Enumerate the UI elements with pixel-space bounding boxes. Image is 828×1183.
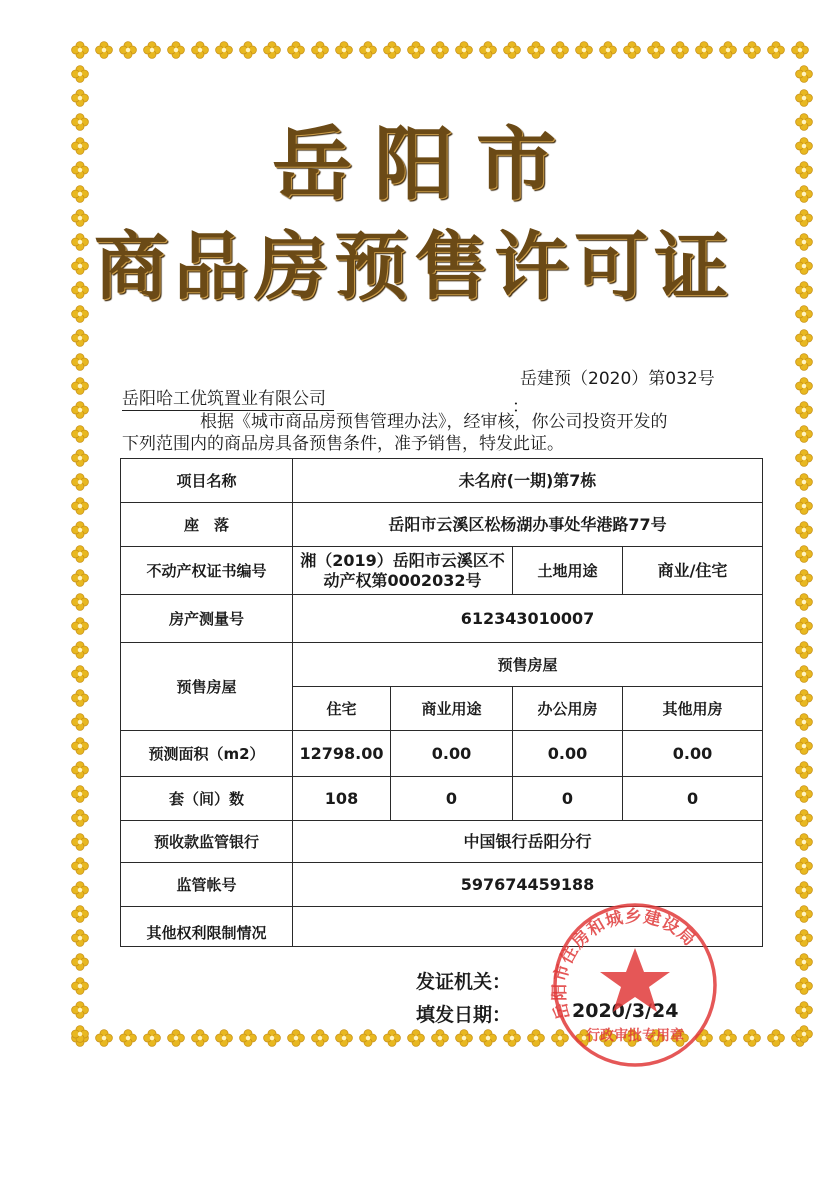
border-clover-icon	[552, 42, 569, 59]
survey-no-label: 房产测量号	[121, 595, 293, 643]
border-clover-icon	[72, 882, 89, 899]
svg-text:岳阳市住房和城乡建设局	[549, 906, 699, 1022]
border-clover-icon	[72, 450, 89, 467]
border-clover-icon	[72, 786, 89, 803]
border-clover-icon	[72, 378, 89, 395]
border-clover-icon	[216, 42, 233, 59]
border-clover-icon	[480, 1030, 497, 1047]
border-clover-icon	[796, 354, 813, 371]
border-clover-icon	[796, 330, 813, 347]
body-paragraph	[122, 411, 762, 455]
border-clover-icon	[384, 42, 401, 59]
border-clover-icon	[744, 42, 761, 59]
border-clover-icon	[72, 498, 89, 515]
location-label: 座 落	[121, 503, 293, 547]
border-clover-icon	[796, 738, 813, 755]
border-clover-icon	[768, 42, 785, 59]
table-row	[121, 459, 763, 503]
document-number: 岳建预（2020）第032号	[520, 369, 715, 389]
presale-label: 预售房屋	[121, 643, 293, 731]
location-value: 岳阳市云溪区松杨湖办事处华港路77号	[293, 503, 763, 547]
border-clover-icon	[648, 42, 665, 59]
company-row	[122, 388, 529, 417]
border-clover-icon	[72, 690, 89, 707]
border-clover-icon	[796, 474, 813, 491]
border-clover-icon	[264, 1030, 281, 1047]
border-clover-icon	[72, 930, 89, 947]
column-residential: 住宅	[293, 687, 391, 731]
border-clover-icon	[768, 1030, 785, 1047]
border-clover-icon	[72, 354, 89, 371]
border-clover-icon	[796, 714, 813, 731]
border-clover-icon	[96, 1030, 113, 1047]
border-clover-icon	[168, 1030, 185, 1047]
border-clover-icon	[796, 498, 813, 515]
border-clover-icon	[72, 570, 89, 587]
border-clover-icon	[432, 1030, 449, 1047]
border-clover-icon	[796, 810, 813, 827]
border-clover-icon	[336, 42, 353, 59]
border-clover-icon	[72, 42, 89, 59]
border-clover-icon	[600, 42, 617, 59]
border-clover-icon	[456, 42, 473, 59]
border-clover-icon	[72, 858, 89, 875]
border-clover-icon	[480, 42, 497, 59]
area-office: 0.00	[513, 731, 623, 777]
border-clover-icon	[336, 1030, 353, 1047]
border-clover-icon	[72, 1002, 89, 1019]
bank-value: 中国银行岳阳分行	[293, 821, 763, 863]
border-clover-icon	[720, 42, 737, 59]
units-office: 0	[513, 777, 623, 821]
border-clover-icon	[72, 402, 89, 419]
border-clover-icon	[72, 642, 89, 659]
border-clover-icon	[312, 1030, 329, 1047]
border-clover-icon	[796, 66, 813, 83]
border-clover-icon	[504, 42, 521, 59]
border-clover-icon	[796, 834, 813, 851]
border-clover-icon	[72, 666, 89, 683]
column-other: 其他用房	[623, 687, 763, 731]
company-name: 岳阳哈工优筑置业有限公司	[122, 388, 334, 411]
account-label: 监管帐号	[121, 863, 293, 907]
project-name-label: 项目名称	[121, 459, 293, 503]
border-clover-icon	[360, 42, 377, 59]
project-name-value: 未名府(一期)第7栋	[293, 459, 763, 503]
bank-label: 预收款监管银行	[121, 821, 293, 863]
issue-date-label: 填发日期：	[416, 1004, 512, 1026]
table-row	[121, 547, 763, 595]
certificate-title: 商品房预售许可证	[94, 224, 734, 310]
border-clover-icon	[796, 882, 813, 899]
body-line-1: 根据《城市商品房预售管理办法》，经审核，你公司投资开发的	[200, 412, 668, 432]
area-label: 预测面积（m2）	[121, 731, 293, 777]
border-clover-icon	[72, 954, 89, 971]
border-clover-icon	[432, 42, 449, 59]
border-clover-icon	[144, 1030, 161, 1047]
table-row	[121, 777, 763, 821]
border-clover-icon	[120, 1030, 137, 1047]
border-clover-icon	[456, 1030, 473, 1047]
area-residential: 12798.00	[293, 731, 391, 777]
land-use-value: 商业/住宅	[623, 547, 763, 595]
account-value: 597674459188	[293, 863, 763, 907]
official-seal	[540, 900, 730, 1070]
permit-table	[120, 458, 763, 947]
units-label: 套（间）数	[121, 777, 293, 821]
border-clover-icon	[240, 42, 257, 59]
border-clover-icon	[72, 978, 89, 995]
border-clover-icon	[168, 42, 185, 59]
border-clover-icon	[72, 834, 89, 851]
border-clover-icon	[72, 714, 89, 731]
area-other: 0.00	[623, 731, 763, 777]
border-clover-icon	[796, 522, 813, 539]
border-clover-icon	[72, 618, 89, 635]
border-clover-icon	[72, 906, 89, 923]
border-clover-icon	[384, 1030, 401, 1047]
border-clover-icon	[796, 618, 813, 635]
border-clover-icon	[288, 1030, 305, 1047]
survey-no-value: 612343010007	[293, 595, 763, 643]
border-clover-icon	[192, 42, 209, 59]
border-clover-icon	[744, 1030, 761, 1047]
border-clover-icon	[96, 42, 113, 59]
other-rights-label: 其他权利限制情况	[121, 907, 293, 947]
border-clover-icon	[72, 426, 89, 443]
border-clover-icon	[528, 42, 545, 59]
border-clover-icon	[288, 42, 305, 59]
border-clover-icon	[796, 378, 813, 395]
property-cert-label: 不动产权证书编号	[121, 547, 293, 595]
border-clover-icon	[72, 594, 89, 611]
units-other: 0	[623, 777, 763, 821]
border-clover-icon	[408, 1030, 425, 1047]
units-residential: 108	[293, 777, 391, 821]
units-commercial: 0	[391, 777, 513, 821]
border-clover-icon	[120, 42, 137, 59]
border-clover-icon	[796, 90, 813, 107]
company-colon: ：	[512, 397, 529, 417]
border-clover-icon	[796, 954, 813, 971]
border-clover-icon	[796, 858, 813, 875]
border-clover-icon	[796, 786, 813, 803]
border-clover-icon	[264, 42, 281, 59]
seal-text: 岳阳市住房和城乡建设局	[549, 906, 700, 1023]
border-clover-icon	[796, 762, 813, 779]
border-clover-icon	[796, 594, 813, 611]
border-clover-icon	[796, 666, 813, 683]
border-clover-icon	[72, 738, 89, 755]
border-clover-icon	[796, 570, 813, 587]
table-row	[121, 503, 763, 547]
border-clover-icon	[672, 42, 689, 59]
border-clover-icon	[240, 1030, 257, 1047]
border-clover-icon	[796, 978, 813, 995]
border-clover-icon	[72, 810, 89, 827]
border-clover-icon	[796, 426, 813, 443]
border-clover-icon	[504, 1030, 521, 1047]
border-clover-icon	[796, 690, 813, 707]
column-commercial: 商业用途	[391, 687, 513, 731]
border-clover-icon	[192, 1030, 209, 1047]
certificate-title-city: 岳阳市	[272, 118, 578, 211]
border-clover-icon	[792, 42, 809, 59]
border-clover-icon	[72, 474, 89, 491]
border-clover-icon	[408, 42, 425, 59]
column-office: 办公用房	[513, 687, 623, 731]
border-clover-icon	[796, 642, 813, 659]
border-clover-icon	[144, 42, 161, 59]
border-clover-icon	[360, 1030, 377, 1047]
table-row	[121, 821, 763, 863]
table-row	[121, 595, 763, 643]
border-clover-icon	[796, 930, 813, 947]
border-clover-icon	[216, 1030, 233, 1047]
issue-date-value: 2020/3/24	[572, 1000, 679, 1022]
border-clover-icon	[72, 90, 89, 107]
border-clover-icon	[72, 546, 89, 563]
table-row	[121, 643, 763, 687]
border-clover-icon	[796, 546, 813, 563]
area-commercial: 0.00	[391, 731, 513, 777]
star-icon	[600, 948, 670, 1012]
border-clover-icon	[72, 762, 89, 779]
border-clover-icon	[796, 1002, 813, 1019]
border-clover-icon	[312, 42, 329, 59]
body-line-2: 下列范围内的商品房具备预售条件，准予销售，特发此证。	[122, 434, 564, 454]
table-row	[121, 731, 763, 777]
issuer-label: 发证机关：	[416, 971, 512, 993]
border-clover-icon	[72, 66, 89, 83]
presale-header: 预售房屋	[293, 643, 763, 687]
border-clover-icon	[696, 42, 713, 59]
land-use-label: 土地用途	[513, 547, 623, 595]
border-clover-icon	[72, 522, 89, 539]
border-clover-icon	[796, 450, 813, 467]
border-clover-icon	[796, 906, 813, 923]
border-clover-icon	[796, 402, 813, 419]
border-clover-icon	[576, 42, 593, 59]
seal-inner-text: 行政审批专用章	[586, 1028, 684, 1044]
border-clover-icon	[72, 330, 89, 347]
property-cert-value: 湘（2019）岳阳市云溪区不动产权第0002032号	[293, 547, 513, 595]
border-clover-icon	[624, 42, 641, 59]
